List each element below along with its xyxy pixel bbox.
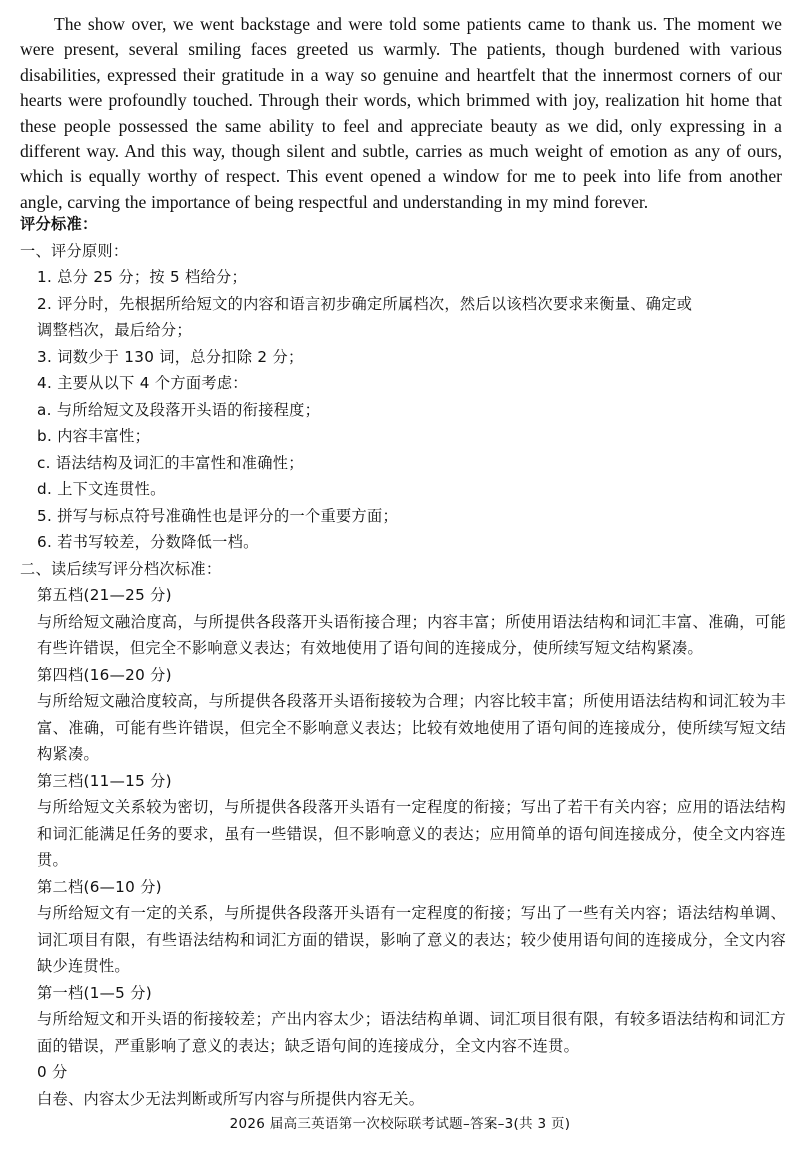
level-title: 第二档(6—10 分) [37, 877, 162, 896]
principle-item: 1. 总分 25 分；按 5 档给分； [37, 268, 248, 286]
principle-item: 2. 评分时，先根据所给短文的内容和语言初步确定所属档次，然后以该档次要求来衡量、确定或 [37, 294, 693, 313]
principle-item: a. 与所给短文及段落开头语的衔接程度； [37, 400, 321, 419]
principle-item: 6. 若书写较差，分数降低一档。 [37, 533, 259, 551]
level-description: 白卷、内容太少无法判断或所写内容与所提供内容无关。 [37, 1089, 425, 1108]
level-description: 与所给短文融洽度高，与所提供各段落开头语衔接合理；内容丰富；所使用语法结构和词汇丰富、准确，可能有些许错误，但完全不影响意义表达；有效地使用了语句间的连接成分，使所续写短文结构紧凑。 [37, 612, 786, 657]
level-title: 第四档(16—20 分) [37, 665, 172, 684]
principle-item: c. 语法结构及词汇的丰富性和准确性； [37, 453, 304, 472]
section-1-heading: 一、评分原则： [20, 241, 129, 260]
principle-item: 5. 拼写与标点符号准确性也是评分的一个重要方面； [37, 506, 398, 525]
level-description: 与所给短文和开头语的衔接较差；产出内容太少；语法结构单调、词汇项目很有限，有较多语法结构和词汇方面的错误，严重影响了意义的表达；缺乏语句间的连接成分，全文内容不连贯。 [37, 1010, 786, 1055]
level-title: 第三档(11—15 分) [37, 771, 172, 790]
principle-item: d. 上下文连贯性。 [37, 480, 166, 498]
principle-item: b. 内容丰富性； [37, 427, 151, 445]
principle-item: 3. 词数少于 130 词，总分扣除 2 分； [37, 347, 304, 366]
page-footer: 2026 届高三英语第一次校际联考试题–答案–3(共 3 页) [229, 1116, 571, 1132]
level-description: 与所给短文有一定的关系，与所提供各段落开头语有一定程度的衔接；写出了一些有关内容；语法结构单调、词汇项目有限，有些语法结构和词汇方面的错误，影响了意义的表达；较少使用语句间的连接成分，全文内容缺少连贯性。 [37, 904, 786, 975]
criteria-title: 评分标准： [20, 215, 98, 233]
principle-item: 调整档次，最后给分； [37, 321, 192, 339]
level-description: 与所给短文关系较为密切，与所提供各段落开头语有一定程度的衔接；写出了若干有关内容；应用的语法结构和词汇能满足任务的要求，虽有一些错误，但不影响意义的表达；应用简单的语句间连接成分，使全文内容连贯。 [37, 798, 786, 869]
principle-item: 4. 主要从以下 4 个方面考虑： [37, 374, 248, 392]
level-title: 第五档(21—25 分) [37, 586, 172, 604]
section-2-heading: 二、读后续写评分档次标准： [20, 559, 222, 578]
level-description: 与所给短文融洽度较高，与所提供各段落开头语衔接较为合理；内容比较丰富；所使用语法结构和词汇较为丰富、准确，可能有些许错误，但完全不影响意义表达；比较有效地使用了语句间的连接成分，使所续写短文结构紧凑。 [37, 692, 786, 763]
level-title: 第一档(1—5 分) [37, 983, 152, 1002]
model-essay-paragraph: The show over, we went backstage and were told some patients came to thank us. The moment we were present, several smiling faces greeted us warmly. The patients, though burdened with various disabilities, expressed their gratitude in a way so genuine and heartfelt that the innermost corners of our hearts were profoundly touched. Through their words, which brimmed with joy, realization hit home that these people possessed the same ability to feel and appreciate beauty as we did, only expressing in a different way. And this way, though silent and subtle, carries as much weight of emotion as any of ours, which is equally worthy of respect. This event opened a window for me to peek into life from another angle, carving the importance of being respectful and understanding in my mind forever. [20, 14, 782, 212]
level-title: 0 分 [37, 1063, 68, 1081]
scoring-criteria [20, 211, 786, 1112]
